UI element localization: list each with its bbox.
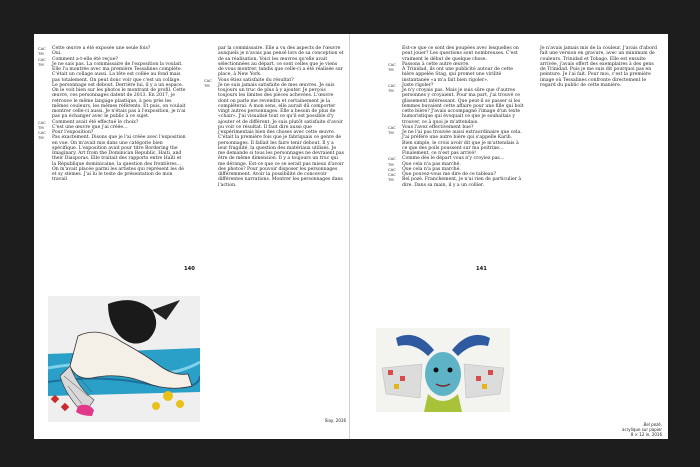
dialogue-text: À Trinidad, ils ont une publicité autour de cette bière appelée Stag, qui promet une virilité instantanée «a m'a fait bien rigoler». xyxy=(402,67,513,83)
dialogue-line xyxy=(388,67,524,83)
speaker-label: CAC xyxy=(388,82,396,88)
page-number-left: 140 xyxy=(184,266,195,272)
dialogue-line xyxy=(38,62,186,120)
caption-line-title: Bel pozè, xyxy=(643,422,662,427)
dialogue-line xyxy=(204,46,344,78)
dialogue-text: Je n'avais jamais mis de la couleur. J'avais d'abord fait une version en gravure, avec un minimum de couleurs. Trinidad et Tobago. Elle est ensuite arrivée, j'avais offert des exemplaires à des gens de Trinidad. Puis je me suis dit pourquoi pas en peinture. Je l'ai fait. Pour moi, c'est la première image où Tessalines confronte directement le regard du public de cette manière. xyxy=(540,46,657,88)
dialogue-text: C'est une œuvre que j'ai créée… xyxy=(52,124,128,130)
caption-line-size-year: 8 × 12 in, 2016 xyxy=(630,432,662,437)
dialogue-text: Que cela n'a pas marché. xyxy=(402,166,461,172)
speaker-label: CAC xyxy=(38,56,46,62)
dialogue-text: Comment a-t-elle été reçue? xyxy=(52,56,118,62)
speaker-label: CAC xyxy=(38,130,46,135)
dialogue-text: Je ne sais pas. La commissaire de l'exposition la voulait. Elle l'a montrée avec ma première Tessalines complète. C'était un collage aussi. La tête est collée au fond mais pas totalement. On peut donc voir que c'est un collage. Le personnage est debout. Derrière lui, il y a un espace. On le voit bien sur les photos le montrant de profil. Cette œuvre, ces personnages datent de 2013. En 2017, je retrouve le même langage plastique, à peu près les mêmes couleurs, les mêmes référents. Et puis, on voulait montrer celle-ci aussi. Je n'étais pas à l'exposition, je n'ai pas pu échanger avec le public à ce sujet. xyxy=(52,61,186,120)
artwork-bel-poze xyxy=(376,328,510,412)
dialogue-line xyxy=(388,177,524,188)
dialogue-text: Pour l'exposition? xyxy=(52,130,94,135)
speaker-label: TM xyxy=(388,130,394,135)
dialogue-text: Vous l'avez effectivement bue? xyxy=(402,124,474,130)
dialogue-line xyxy=(388,46,524,62)
dialogue-text: Passons à cette autre œuvre. xyxy=(402,61,470,67)
dialogue-line xyxy=(388,130,524,156)
dialogue-text: par la commissaire. Elle a vu des aspects de l'œuvre auxquels je n'avais pas pensé lors de sa conception et de sa réalisation. Voici les œuvres qu'elle avait sélectionnées au départ, ce sont celles que je viens de vous montrer, tandis que celle-ci a été réalisée sur place, à New York. xyxy=(218,46,344,78)
dialogue-text: Je n'y croyais pas. Mais je suis sûre que d'autres personnes y croyaient. Pour ma part, j'ai trouvé ce glissement intéressant. Que peut-il se passer si les femmes buvaient cette affaire pour une fille qui boit cette bière? J'avais accompagné l'image d'un texte humoristique qui évoquait ce que je souhaitais y trouver, ce à quoi je m'attendais. xyxy=(402,88,524,125)
right-page-column-1 xyxy=(388,46,524,188)
page-number-right: 141 xyxy=(476,266,487,272)
dialogue-text: Que cela n'a pas marché. xyxy=(402,161,461,167)
right-page xyxy=(350,34,668,439)
left-page-column-2 xyxy=(204,46,344,188)
left-page xyxy=(34,34,352,439)
dialogue-line xyxy=(388,88,524,125)
speaker-label: TM xyxy=(388,67,394,72)
caption-slay: Slay, 2016 xyxy=(324,418,346,423)
artwork-slay xyxy=(48,296,200,422)
dialogue-text: Pas exactement. Disons que je l'ai créée avec l'exposition en vue. On m'avait mis dans une catégorie bien spécifique. L'exposition avait pour titre Bordering the Imaginary. Art from the Dominican Republic, Haiti, and their Diasporas. Elle traitait des rapports entre Haïti et la République dominicaine, la question des frontières… On m'avait placée parmi les artistes qui représent les dé et sy stèmes. J'ai lu le texte de présentation de mon travail xyxy=(52,135,186,183)
dialogue-text: Comme dès le départ vous n'y croyiez pas… xyxy=(402,156,505,162)
dialogue-line xyxy=(204,83,344,188)
dialogue-text: Bel pozè. Franchement, je n'ai rien de particulier à dire. Dans sa main, il y a un collier. xyxy=(402,177,522,188)
dialogue-text: Que pouvez-vous me dire de ce tableau? xyxy=(402,172,497,177)
dialogue-text: Vous étiez satisfaite du résultat? xyxy=(218,77,294,83)
speaker-label: CAC xyxy=(388,166,396,172)
left-page-column-1 xyxy=(38,46,186,183)
speaker-label: TM xyxy=(38,61,44,67)
right-page-column-2 xyxy=(526,46,658,88)
dialogue-text: Cette œuvre a été exposée une seule fois? xyxy=(52,46,151,51)
dialogue-text: Je ne l'ai pas trouvée aussi extraordinaire que cela. J'ai préféré une autre bière qui s'appelle Karib. Bien simple, le crois avoir dit que je m'attendais à ce que des poils poussent sur ma poitrine… Finalement, ce n'est pas arrivé! xyxy=(402,130,522,156)
speaker-label: TM xyxy=(38,135,44,141)
speaker-label: CAC xyxy=(38,46,46,51)
dialogue-text: Je ne suis jamais satisfaite de mes œuvres. Je suis toujours un truc de plus à y ajouter. Je perçois toujours les limites des pièces achevées. L'œuvre dont on parle me revendra et certainement je la compléterai. À mon sens, elle aurait dû comporter vingt autres personnages. Elle a besoin de plus de «chair». J'ai visualisé tout ce qu'il est possible d'y ajouter et de différent. Je suis plutôt satisfaite d'avoir pu voir ce résultat. Il faut dire aussi que j'expérimentais bien des choses avec cette œuvre. C'était la première fois que je fabriquais ce genre de personnages. Il fallait les faire tenir debout. Il y a leur fragilité, la question des matériaux utilisés. Je me demande si tous les personnages ne devraient pas être de même dimension. Il y a toujours un truc qui me dérange. Est-ce que ce se serait pas mieux d'avoir des photos? Pour pouvoir disposer les personnages différemment. Avoir la possibilité de concevoir différentes narrations. Montrer les personnages dans l'action. xyxy=(218,82,344,188)
speaker-label: TM xyxy=(388,177,394,183)
speaker-label: TM xyxy=(204,82,210,88)
caption-line-medium: acrylique sur papier xyxy=(622,427,662,432)
speaker-label: CAC xyxy=(388,172,396,177)
speaker-label: CAC xyxy=(388,156,396,162)
dialogue-text: Est-ce que ce sont des poupées avec lesquelles on peut jouer? Les questions sont nombreuses. C'est vraiment le début de quelque chose. xyxy=(402,46,519,62)
speaker-label: TM xyxy=(38,51,44,57)
speaker-label: TM xyxy=(388,161,394,167)
speaker-label: TM xyxy=(38,124,44,130)
speaker-label: TM xyxy=(388,88,394,93)
dialogue-line xyxy=(38,135,186,182)
speaker-label: CAC xyxy=(388,124,396,130)
dialogue-line xyxy=(526,46,658,88)
speaker-label: CAC xyxy=(38,119,46,125)
dialogue-text: Juste rigoler? xyxy=(402,82,434,88)
dialogue-text: Comment avait été effectué le choix? xyxy=(52,119,139,125)
speaker-label: CAC xyxy=(204,77,212,83)
caption-bel-poze xyxy=(622,422,662,437)
speaker-label: CAC xyxy=(388,61,396,67)
dialogue-text: Oui. xyxy=(52,51,62,57)
